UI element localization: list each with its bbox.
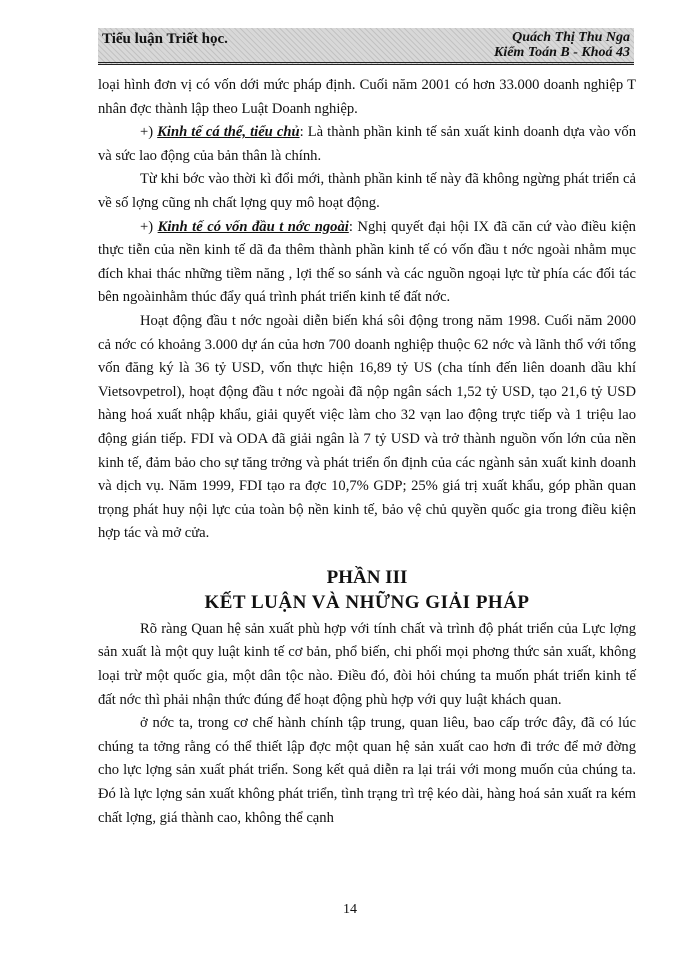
bullet-marker: +) <box>140 218 158 235</box>
paragraph: Hoạt động đầu t nớc ngoài diễn biến khá sôi động trong năm 1998. Cuối năm 2000 cả nớc có khoảng 3.000 dự án của hơn 700 doanh nghiệp thuộc 62 nớc và lãnh thổ với tổng vốn đăng ký là 36 tỷ USD, vốn thực hiện 16,89 tỷ US (cha tính đến liên doanh dầu khí Vietsovpetrol), hoạt động đầu t nớc ngoài đã nộp ngân sách 1,52 tỷ USD, tạo 21,6 tỷ USD hàng hoá xuất nhập khẩu, giải quyết việc làm cho 32 vạn lao động trực tiếp và 1 triệu lao động gián tiếp. FDI và ODA đã giải ngân là 7 tỷ USD và trở thành nguồn vốn lớn của nền kinh tế, đảm bảo cho sự tăng trởng và phát triển ổn định của các ngành sản xuất kinh doanh và dịch vụ. Năm 1999, FDI tạo ra đợc 10,7% GDP; 25% giá trị xuất khẩu, góp phần quan trọng phát huy nội lực của toàn bộ nền kinh tế, bảo vệ chủ quyền quốc gia trong điều kiện hợp tác và mở cửa. <box>98 312 636 542</box>
section-title: KẾT LUẬN VÀ NHỮNG GIẢI PHÁP <box>204 591 530 613</box>
header-class-info: Kiểm Toán B - Khoá 43 <box>493 45 630 60</box>
term-household-economy: Kinh tế cá thể, tiểu chủ <box>157 124 300 141</box>
page-number: 14 <box>343 902 357 917</box>
paragraph: ở nớc ta, trong cơ chế hành chính tập trung, quan liêu, bao cấp trớc đây, đã có lúc chúng ta tởng rằng có thể thiết lập đợc một quan hệ sản xuất cao hơn đi trớc để mở đờng cho lực lợng sản xuất phát triển. Song kết quả diễn ra lại trái với mong muốn của chúng ta. Đó là lực lợng sản xuất không phát triển, tình trạng trì trệ kéo dài, hàng hoá sản xuất ra kém chất lợng, giá thành cao, không thể cạnh <box>98 715 636 826</box>
paragraph-text: : Là thành phần kinh tế sản xuất kinh doanh dựa vào vốn và sức lao động của bản thân là chính. <box>98 124 636 164</box>
paragraph: loại hình đơn vị có vốn dới mức pháp định. Cuối năm 2001 có hơn 33.000 doanh nghiệp T nhân đợc thành lập theo Luật Doanh nghiệp. <box>98 77 636 117</box>
paragraph: Rõ ràng Quan hệ sản xuất phù hợp với tính chất và trình độ phát triển của Lực lợng sản xuất là một quy luật kinh tế cơ bản, phổ biến, chi phối mọi phơng thức sản xuất, không loại trừ một quốc gia, một dân tộc nào. Điều đó, đòi hỏi chúng ta muốn phát triển kinh tế đất nớc thì phải nhận thức đúng để hoạt động phù hợp với quy luật khách quan. <box>98 620 636 708</box>
bullet-marker: +) <box>140 124 158 141</box>
paragraph: Từ khi bớc vào thời kì đổi mới, thành phần kinh tế này đã không ngừng phát triển cả về số lợng cũng nh chất lợng quy mô hoạt động. <box>98 171 636 211</box>
header-author-block <box>494 30 630 60</box>
paragraph-household-economy <box>98 121 636 168</box>
page-body <box>98 74 636 830</box>
header-author-name: Quách Thị Thu Nga <box>512 30 630 45</box>
paragraph-foreign-investment <box>98 216 636 310</box>
header-course-title: Tiểu luận Triết học. <box>102 31 228 47</box>
paragraph-text: : Nghị quyết đại hội IX đã căn cứ vào điều kiện thực tiễn của nền kinh tế dã đa thêm thành phần kinh tế có vốn đầu t nớc ngoài nhằm mục đích khai thác những tiềm năng , lợi thế so sánh và các nguồn ngoại lực từ phía các đối tác bên ngoàinhằm thúc đẩy quá trình phát triển kinh tế đất nớc. <box>98 218 636 306</box>
section-part-label: PHẦN III <box>326 566 408 588</box>
term-foreign-investment: Kinh tế có vốn đầu t nớc ngoài <box>157 218 349 235</box>
page-header <box>98 28 634 65</box>
